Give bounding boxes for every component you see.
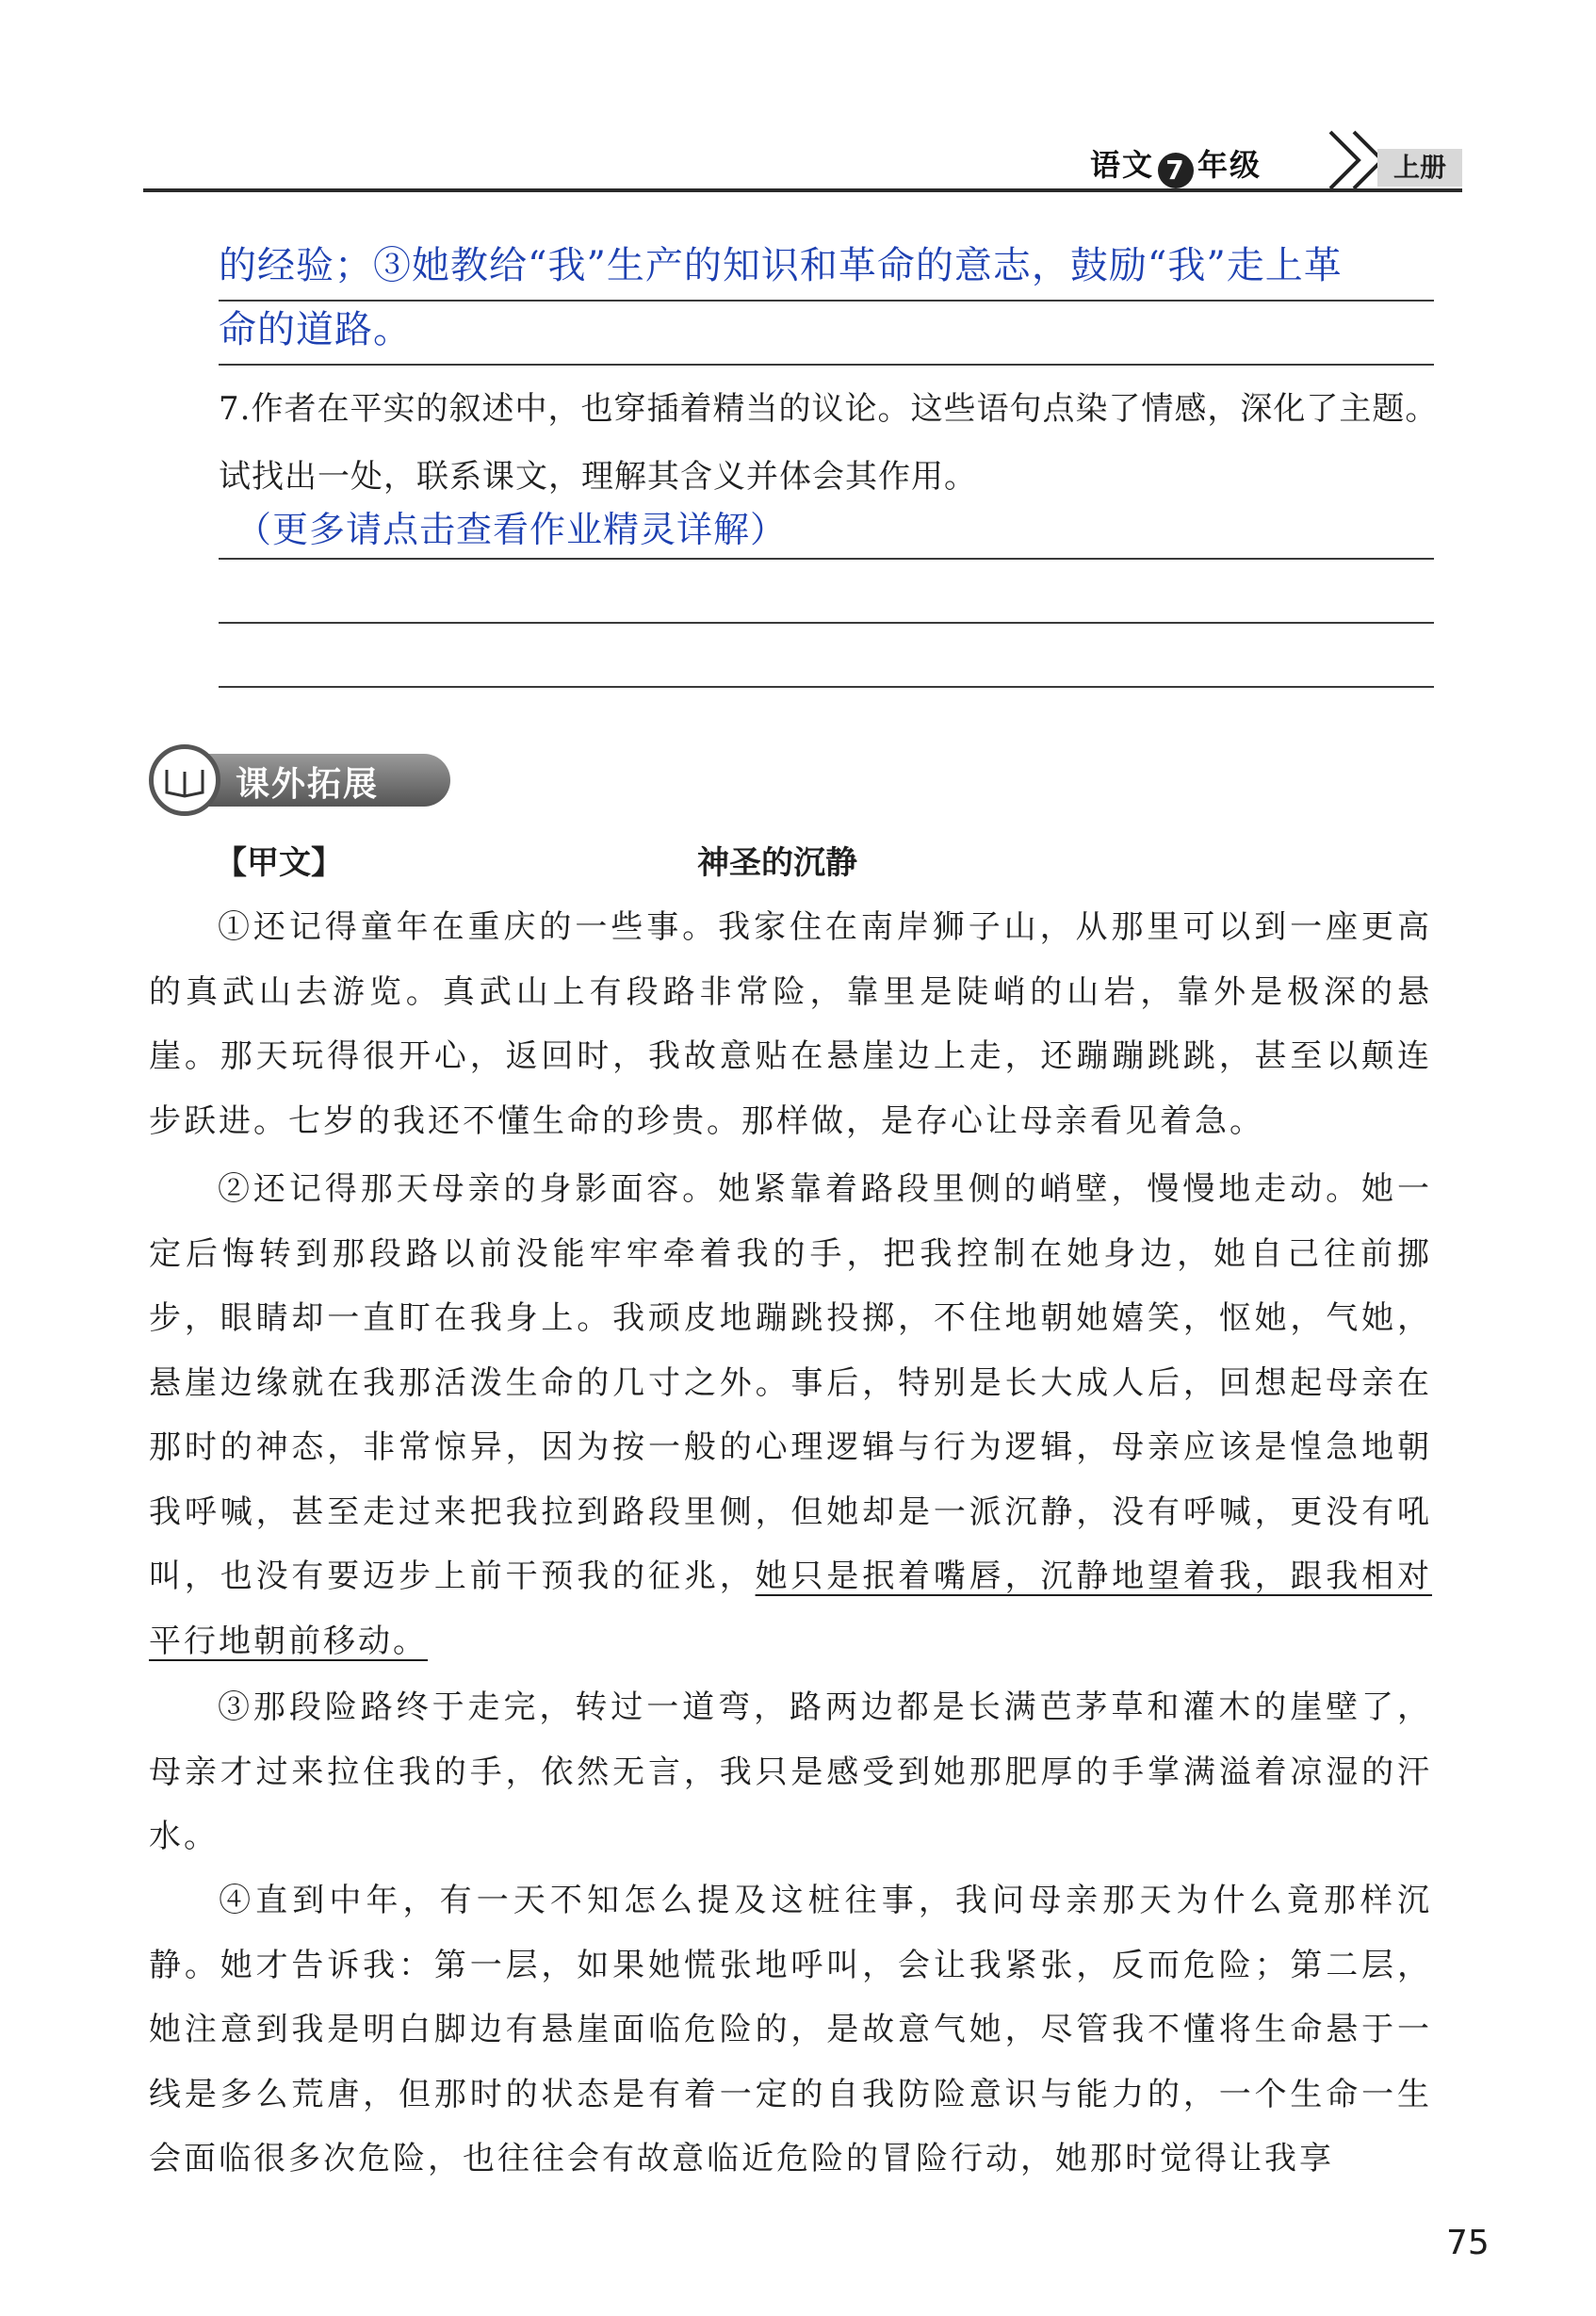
header-volume: 上册 [1377,149,1462,187]
paragraph-1: ①还记得童年在重庆的一些事。我家住在南岸狮子山，从那里可以到一座更高的真武山去游览。真武山上有段路非常险，靠里是陡峭的山岩，靠外是极深的悬崖。那天玩得很开心，返回时，我故意贴在悬崖边上走，还蹦蹦跳跳，甚至以颠连步跃进。七岁的我还不懂生命的珍贵。那样做，是存心让母亲看见着急。 [149,908,1432,1140]
underlined-sentence: 她只是抿着嘴唇，沉静地望着我，跟我相对平行地朝前移动。 [149,1558,1433,1660]
page-header [143,122,1462,192]
answer-line-1: 的经验；③她教给“我”生产的知识和革命的意志，鼓励“我”走上革 [219,244,1343,287]
book-icon [149,744,220,816]
paragraph-3: ③那段险路终于走完，转过一道弯，路两边都是长满芭茅草和灌木的崖壁了，母亲才过来拉住我的手，依然无言，我只是感受到她那肥厚的手掌满溢着凉湿的汗水。 [149,1688,1432,1855]
page-number: 75 [1446,2224,1490,2262]
grade-badge: 7 [1158,153,1194,188]
article-label: 【甲文】 [215,844,343,882]
answer-rule-5 [219,686,1434,688]
section-header [149,744,450,816]
question-7: 7.作者在平实的叙述中，也穿插着精当的议论。这些语句点染了情感，深化了主题。试找出一处，联系课文，理解其含义并体会其作用。 [219,390,1439,496]
article-title: 神圣的沉静 [697,844,857,882]
section-title: 课外拓展 [236,765,380,804]
answer-link[interactable]: （更多请点击查看作业精灵详解） [236,509,788,550]
answer-rule-2 [219,364,1434,366]
header-rule [143,188,1462,192]
paragraph-2: ②还记得那天母亲的身影面容。她紧靠着路段里侧的峭壁，慢慢地走动。她一定后悔转到那段路以前没能牢牢牵着我的手，把我控制在她身边，她自己往前挪步，眼睛却一直盯在我身上。我顽皮地蹦跳投掷，不住地朝她嬉笑，怄她，气她，悬崖边缘就在我那活泼生命的几寸之外。事后，特别是长大成人后，回想起母亲在那时的神态，非常惊异，因为按一般的心理逻辑与行为逻辑，母亲应该是惶急地朝我呼喊，甚至走过来把我拉到路段里侧，但她却是一派沉静，没有呼喊，更没有吼叫，也没有要迈步上前干预我的征兆，她只是抿着嘴唇，沉静地望着我，跟我相对平行地朝前移动。 [149,1170,1433,1660]
answer-rule-4 [219,622,1434,624]
answer-rule-3 [219,558,1434,560]
header-subject: 语文 7 年级 [1090,141,1262,188]
answer-line-2: 命的道路。 [219,308,412,351]
paragraph-4: ④直到中年，有一天不知怎么提及这桩往事，我问母亲那天为什么竟那样沉静。她才告诉我：第一层，如果她慌张地呼叫，会让我紧张，反而危险；第二层，她注意到我是明白脚边有悬崖面临危险的，是故意气她，尽管我不懂将生命悬于一线是多么荒唐，但那时的状态是有着一定的自我防险意识与能力的，一个生命一生会面临很多次危险，也往往会有故意临近危险的冒险行动，她那时觉得让我享 [149,1882,1432,2177]
